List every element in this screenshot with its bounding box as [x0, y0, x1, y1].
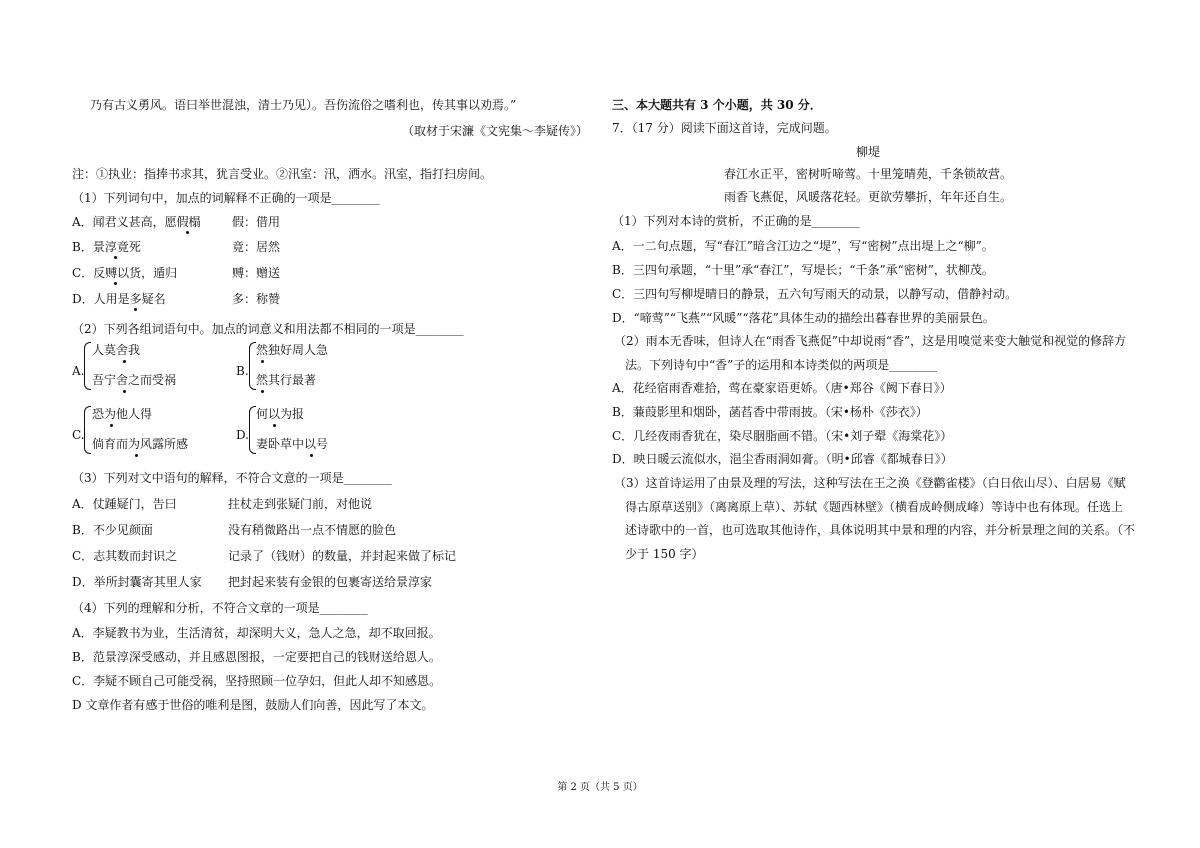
- q1-option-c: C．反赙以货，遁归: [72, 266, 178, 280]
- q7-2-option-a: A．花经宿雨香难拾，莺在豪家语更娇。（唐•郑谷《阙下春日》）: [612, 381, 952, 395]
- question-7-stem: 7．（17 分）阅读下面这首诗，完成问题。: [612, 121, 837, 135]
- q7-1-option-a: A．一二句点题，写“春江”暗含江边之“堤”，写“密树”点出堤上之“柳”。: [612, 239, 994, 253]
- q1-option-a: A．闻君义甚高，愿假榻: [72, 215, 201, 229]
- q7-2-stem-line-2: 法。下列诗句中“香”子的运用和本诗类似的两项是________: [625, 358, 938, 372]
- q1-option-a-gloss: 假：借用: [232, 215, 281, 229]
- question-4-stem: （4）下列的理解和分析，不符合文章的一项是________: [72, 601, 368, 615]
- poem-line-2: 雨香飞燕促，风暖落花轻。更欲劳攀折，年年还自生。: [724, 190, 1013, 204]
- emphasis-dot: [135, 454, 138, 457]
- emphasis-dot: [110, 424, 113, 427]
- q2-group-a-label: A.: [72, 364, 85, 378]
- q3-option-a: A．仗踵疑门，告曰: [72, 497, 177, 511]
- emphasis-dot: [123, 360, 126, 363]
- q1-option-c-gloss: 赙：赠送: [232, 266, 281, 280]
- emphasis-dot: [261, 360, 264, 363]
- q7-1-option-b: B．三四句承题，“十里”承“春江”，写堤长；“千条”承“密树”，状柳茂。: [612, 263, 994, 277]
- poem-line-1: 春江水正平，密树听啼莺。十里笼晴苑，千条锁故营。: [724, 167, 1013, 181]
- q2-group-c-line-1: 恐为他人得: [92, 407, 153, 421]
- q3-option-b: B．不少见颜面: [72, 523, 153, 537]
- passage-end-line: 乃有古义勇风。语曰举世混浊，清士乃见）。吾伤流俗之嗜利也，传其事以劝焉。”: [90, 98, 517, 112]
- q1-option-b-gloss: 竟：居然: [232, 240, 281, 254]
- q3-option-b-gloss: 没有稍微路出一点不情愿的脸色: [228, 523, 397, 537]
- q3-option-d: D．举所封囊寄其里人家: [72, 575, 202, 589]
- brace: [249, 406, 256, 454]
- q3-option-d-gloss: 把封起来装有金银的包裹寄送给景淳家: [228, 575, 433, 589]
- q2-group-a-line-1: 人莫舍我: [92, 343, 141, 357]
- emphasis-dot: [123, 390, 126, 393]
- q2-group-d-line-1: 何以为报: [256, 407, 305, 421]
- brace: [84, 342, 91, 390]
- q2-group-b-line-2: 然其行最著: [256, 373, 317, 387]
- brace: [249, 342, 256, 390]
- q2-group-b-line-1: 然独好周人急: [256, 343, 329, 357]
- q1-option-d: D．人用是多疑名: [72, 292, 166, 306]
- emphasis-dot: [114, 256, 117, 259]
- q2-group-d-label: D.: [236, 428, 250, 442]
- q7-2-option-b: B．蒹葭影里和烟卧，菡萏香中带雨披。（宋•杨朴《莎衣》）: [612, 405, 928, 419]
- page-number: 第 2 页（共 5 页）: [557, 782, 643, 793]
- question-3-stem: （3）下列对文中语句的解释，不符合文意的一项是________: [72, 471, 392, 485]
- q4-option-d: D 文章作者有感于世俗的唯利是图，鼓励人们向善，因此写了本文。: [72, 698, 434, 712]
- q3-option-c: C．志其数而封识之: [72, 549, 178, 563]
- q7-1-stem: （1）下列对本诗的赏析，不正确的是________: [612, 214, 860, 228]
- q4-option-c: C．李疑不顾自己可能受祸，坚持照顾一位孕妇，但此人却不知感恩。: [72, 674, 442, 688]
- q7-1-option-d: D．“啼莺”“飞燕”“风暖”“落花”具体生动的描绘出暮春世界的美丽景色。: [612, 311, 995, 325]
- section-heading: 三、本大题共有 3 个小题，共 30 分．: [612, 98, 822, 112]
- emphasis-dot: [261, 390, 264, 393]
- q4-option-b: B．范景淳深受感动，并且感恩图报，一定要把自己的钱财送给恩人。: [72, 650, 441, 664]
- q2-group-c-line-2: 倘育而为风露所感: [92, 437, 189, 451]
- emphasis-dot: [134, 308, 137, 311]
- question-1-stem: （1）下列词句中，加点的词解释不正确的一项是________: [72, 191, 380, 205]
- poem-title: 柳堤: [856, 145, 881, 159]
- q7-3-line-4: 少于 150 字）: [625, 547, 704, 561]
- q4-option-a: A．李疑教书为业，生活清贫，却深明大义，急人之急，却不取回报。: [72, 626, 441, 640]
- q7-3-line-1: （3）这首诗运用了由景及理的写法，这种写法在王之涣《登鹳雀楼》（白日依山尽）、白居易《赋: [614, 476, 1126, 490]
- q2-group-b-label: B.: [236, 364, 249, 378]
- emphasis-dot: [310, 454, 313, 457]
- q7-3-line-3: 述诗歌中的一首，也可选取其他诗作，具体说明其中景和理的内容，并分析景理之间的关系。（不: [625, 523, 1136, 537]
- emphasis-dot: [114, 282, 117, 285]
- q7-1-option-c: C．三四句写柳堤晴日的静景，五六句写雨天的动景，以静写动，借静衬动。: [612, 287, 1018, 301]
- q2-group-d-line-2: 妻卧草中以号: [256, 437, 329, 451]
- q3-option-a-gloss: 拄杖走到张疑门前，对他说: [228, 497, 373, 511]
- question-2-stem: （2）下列各组词语句中。加点的词意义和用法都不相同的一项是________: [72, 322, 464, 336]
- q2-group-a-line-2: 吾宁舍之而受祸: [92, 373, 177, 387]
- source-citation: （取材于宋濂《文宪集～李疑传》）: [401, 124, 588, 138]
- q7-2-option-c: C．几经夜雨香犹在，染尽胭脂画不错。（宋•刘子翚《海棠花》）: [612, 429, 953, 443]
- q3-option-c-gloss: 记录了（钱财）的数量，并封起来做了标记: [228, 549, 457, 563]
- q7-2-stem-line-1: （2）雨本无香味，但诗人在“雨香飞燕促”中却说雨“香”，这是用嗅觉来变大触觉和视觉的修辞方: [614, 334, 1127, 348]
- emphasis-dot: [273, 424, 276, 427]
- q1-option-b: B．景淳竟死: [72, 240, 141, 254]
- q2-group-c-label: C.: [72, 428, 85, 442]
- q1-option-d-gloss: 多：称赞: [232, 292, 281, 306]
- annotation-notes: 注：①执业：指捧书求其，犹言受业。②汛室：汛，洒水。汛室，指打扫房间。: [72, 167, 493, 181]
- q7-2-option-d: D．映日暖云流似水，浥尘香雨洞如膏。（明•邱睿《都城春日》）: [612, 452, 953, 466]
- brace: [84, 406, 91, 454]
- q7-3-line-2: 得古原草送别》（离离原上草）、苏轼《题西林壁》（横看成岭侧成峰）等诗中也有体现。任选上: [625, 500, 1124, 514]
- emphasis-dot: [186, 231, 189, 234]
